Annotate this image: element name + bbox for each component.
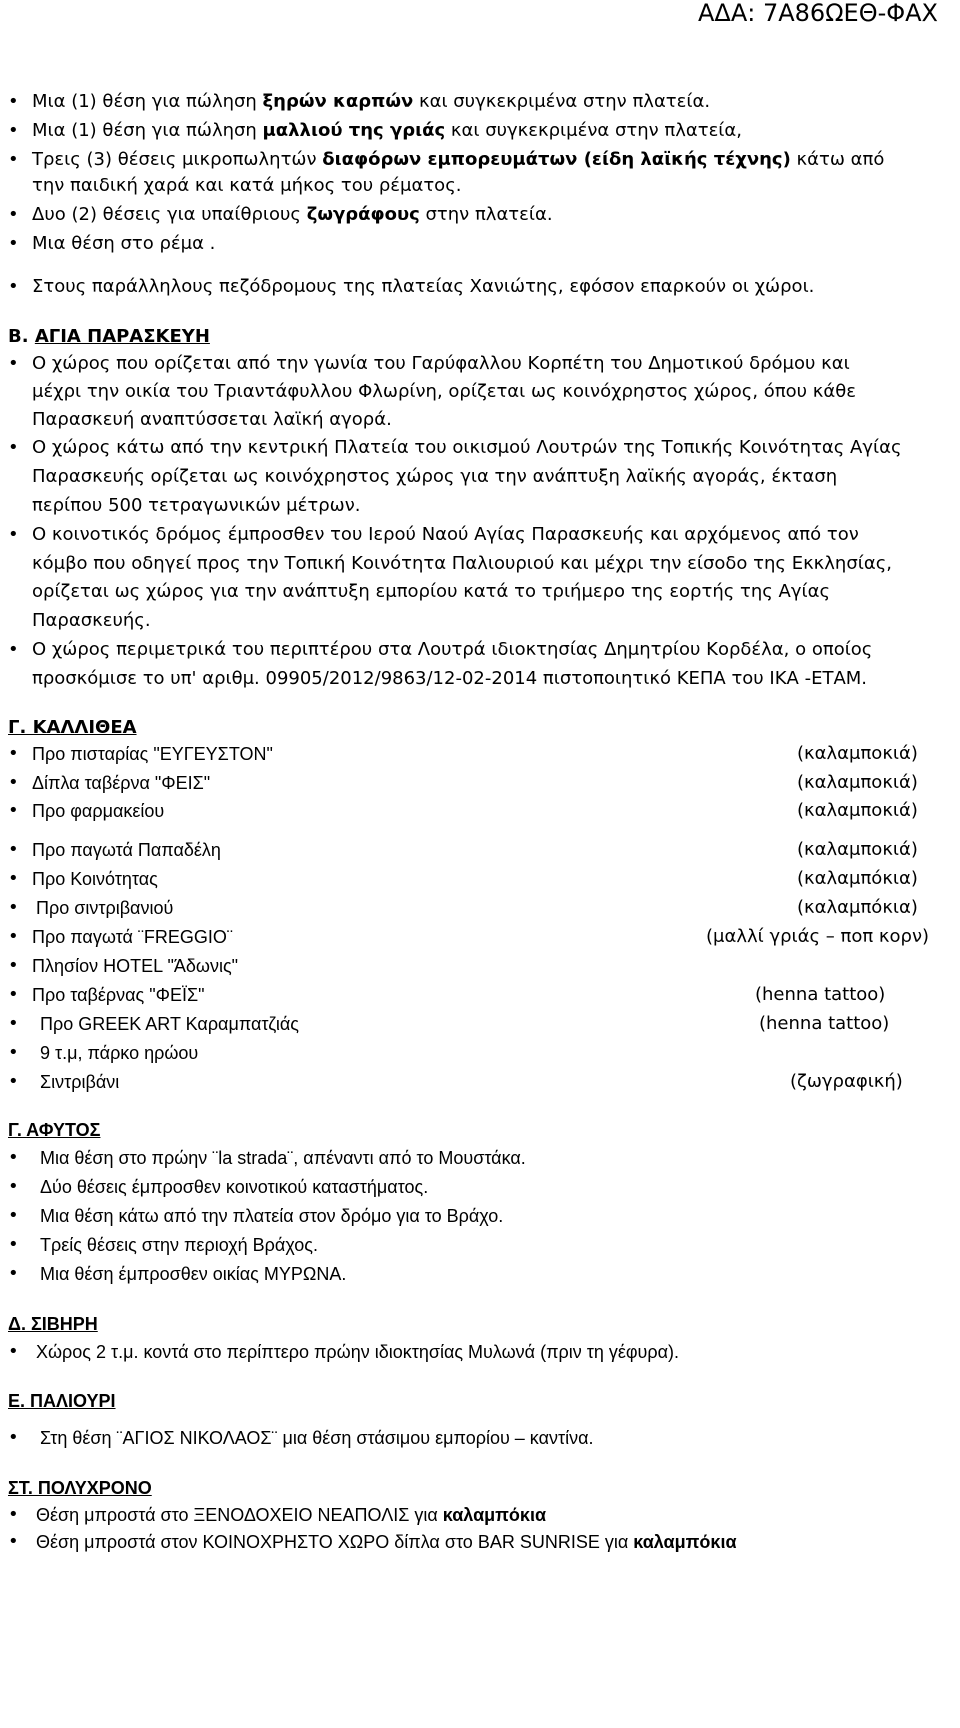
- list-item-label: Προ παγωτά ¨FREGGIO¨: [32, 927, 233, 947]
- bullet: •: [8, 1176, 19, 1197]
- paragraph-line: ορίζεται ως χώρος για την ανάπτυξη εμπορίου κατά το τριήμερο της εορτής της Αγίας: [32, 581, 831, 602]
- section-heading-agia-paraskevi: Β. ΑΓΙΑ ΠΑΡΑΣΚΕΥΗ: [8, 326, 210, 347]
- paragraph-line: Ο χώρος κάτω από την κεντρική Πλατεία του οικισμού Λουτρών της Τοπικής Κοινότητας Αγίας: [32, 437, 902, 458]
- section-heading-sivіri: Δ. ΣΙΒΗΡΗ: [8, 1314, 98, 1334]
- list-item-note: (καλαμποκιά): [797, 743, 918, 764]
- list-item-note: (καλαμποκιά): [797, 772, 918, 793]
- bullet: •: [8, 639, 19, 660]
- list-item-note: (μαλλί γριάς – ποπ κορν): [706, 926, 930, 947]
- paragraph-line: περίπου 500 τετραγωνικών μέτρων.: [32, 495, 361, 516]
- bullet: •: [8, 1263, 19, 1284]
- list-item: Μια (1) θέση για πώληση ξηρών καρπών και συγκεκριμένα στην πλατεία.: [32, 91, 711, 112]
- bullet: •: [8, 120, 19, 141]
- paragraph-line: προσκόμισε το υπ' αριθμ. 09905/2012/9863/12-02-2014 πιστοποιητικό ΚΕΠΑ του ΙΚΑ -ΕΤΑΜ.: [32, 668, 868, 689]
- bullet: •: [8, 1042, 19, 1063]
- section-heading-polychrono: ΣΤ. ΠΟΛΥΧΡΟΝΟ: [8, 1478, 152, 1498]
- section-heading-kallithea: Γ. ΚΑΛΛΙΘΕΑ: [8, 717, 137, 738]
- list-item: Στη θέση ¨ΑΓΙΟΣ ΝΙΚΟΛΑΟΣ¨ μια θέση στάσιμου εμπορίου – καντίνα.: [40, 1428, 594, 1448]
- paragraph-line: Ο κοινοτικός δρόμος έμπροσθεν του Ιερού Ναού Αγίας Παρασκευής και αρχόμενος από τον: [32, 524, 859, 545]
- bullet: •: [8, 984, 19, 1005]
- bullet: •: [8, 204, 19, 225]
- document-ada-code: ΑΔΑ: 7Α86ΩΕΘ-ΦΑΧ: [698, 0, 938, 27]
- section-heading-afytos: Γ. ΑΦΥΤΟΣ: [8, 1120, 101, 1140]
- list-item-note: (καλαμπόκια): [797, 868, 918, 889]
- bullet: •: [8, 839, 19, 860]
- list-item: Μια θέση στο πρώην ¨la strada¨, απέναντι από το Μουστάκα.: [40, 1148, 526, 1168]
- bullet: •: [8, 1341, 19, 1362]
- list-item: Τρεις (3) θέσεις μικροπωλητών διαφόρων εμπορευμάτων (είδη λαϊκής τέχνης) κάτω από: [32, 149, 885, 170]
- bullet: •: [8, 1234, 19, 1255]
- list-item-note: (καλαμποκιά): [797, 800, 918, 821]
- list-item-note: (καλαμποκιά): [797, 839, 918, 860]
- list-item-continuation: την παιδική χαρά και κατά μήκος του ρέματος.: [32, 175, 462, 196]
- list-item-label: 9 τ.μ, πάρκο ηρώου: [40, 1043, 199, 1063]
- list-item-note: (henna tattoo): [755, 984, 886, 1005]
- bullet: •: [8, 743, 19, 764]
- bullet: •: [8, 1504, 19, 1525]
- list-item-label: Δίπλα ταβέρνα "ΦΕΙΣ": [32, 773, 211, 793]
- list-item: Θέση μπροστά στον ΚΟΙΝΟΧΡΗΣΤΟ ΧΩΡΟ δίπλα στο BAR SUNRISE για καλαμπόκια: [36, 1532, 737, 1552]
- list-item-note: (καλαμπόκια): [797, 897, 918, 918]
- bullet: •: [8, 149, 19, 170]
- list-item: Μια (1) θέση για πώληση μαλλιού της γριάς και συγκεκριμένα στην πλατεία,: [32, 120, 742, 141]
- list-item: Στους παράλληλους πεζόδρομους της πλατείας Χανιώτης, εφόσον επαρκούν οι χώροι.: [32, 276, 815, 297]
- bullet: •: [8, 772, 19, 793]
- bullet: •: [8, 800, 19, 821]
- list-item-label: Προ GREEK ART Καραμπατζιάς: [40, 1014, 299, 1034]
- list-item-label: Πλησίον HOTEL "Άδωνις": [32, 956, 239, 976]
- paragraph-line: Παρασκευής ορίζεται ως κοινόχρηστος χώρος για την ανάπτυξη λαϊκής αγοράς, έκταση: [32, 466, 838, 487]
- paragraph-line: Ο χώρος περιμετρικά του περιπτέρου στα Λουτρά ιδιοκτησίας Δημητρίου Κορδέλα, ο οποίος: [32, 639, 873, 660]
- section-heading-paliouri: Ε. ΠΑΛΙΟΥΡΙ: [8, 1391, 116, 1411]
- paragraph-line: κόμβο που οδηγεί προς την Τοπική Κοινότητα Παλιουριού και μέχρι την είσοδο της Εκκλησίας,: [32, 553, 892, 574]
- list-item-note: (ζωγραφική): [790, 1071, 903, 1092]
- bullet: •: [8, 897, 19, 918]
- list-item: Μια θέση έμπροσθεν οικίας ΜΥΡΩΝΑ.: [40, 1264, 347, 1284]
- bullet: •: [8, 1427, 19, 1448]
- list-item: Θέση μπροστά στο ΞΕΝΟΔΟΧΕΙΟ ΝΕΑΠΟΛΙΣ για καλαμπόκια: [36, 1505, 547, 1525]
- list-item: Χώρος 2 τ.μ. κοντά στο περίπτερο πρώην ιδιοκτησίας Μυλωνά (πριν τη γέφυρα).: [36, 1342, 680, 1362]
- paragraph-line: Ο χώρος που ορίζεται από την γωνία του Γαρύφαλλου Κορπέτη του Δημοτικού δρόμου και: [32, 353, 850, 374]
- list-item-label: Προ Κοινότητας: [32, 869, 158, 889]
- list-item-label: Προ φαρμακείου: [32, 801, 165, 821]
- bullet: •: [8, 1147, 19, 1168]
- list-item: Μια θέση στο ρέμα .: [32, 233, 216, 254]
- list-item-label: Προ πισταρίας "ΕΥΓΕΥΣΤΟΝ": [32, 744, 273, 764]
- bullet: •: [8, 1013, 19, 1034]
- bullet: •: [8, 1071, 19, 1092]
- list-item-label: Προ σιντριβανιού: [36, 898, 174, 918]
- bullet: •: [8, 437, 19, 458]
- list-item: Μια θέση κάτω από την πλατεία στον δρόμο για το Βράχο.: [40, 1206, 504, 1226]
- paragraph-line: Παρασκευής.: [32, 610, 151, 631]
- list-item: Δυο (2) θέσεις για υπαίθριους ζωγράφους στην πλατεία.: [32, 204, 553, 225]
- paragraph-line: Παρασκευή αναπτύσσεται λαϊκή αγορά.: [32, 409, 392, 430]
- bullet: •: [8, 1531, 19, 1552]
- list-item-label: Προ ταβέρνας "ΦΕΪΣ": [32, 985, 205, 1005]
- list-item: Δύο θέσεις έμπροσθεν κοινοτικού καταστήματος.: [40, 1177, 429, 1197]
- bullet: •: [8, 524, 19, 545]
- bullet: •: [8, 1205, 19, 1226]
- bullet: •: [8, 276, 19, 297]
- bullet: •: [8, 926, 19, 947]
- bullet: •: [8, 955, 19, 976]
- list-item: Τρείς θέσεις στην περιοχή Βράχος.: [40, 1235, 318, 1255]
- list-item-label: Προ παγωτά Παπαδέλη: [32, 840, 221, 860]
- bullet: •: [8, 91, 19, 112]
- bullet: •: [8, 233, 19, 254]
- list-item-label: Σιντριβάνι: [40, 1072, 120, 1092]
- bullet: •: [8, 353, 19, 374]
- paragraph-line: μέχρι την οικία του Τριαντάφυλλου Φλωρίνη, ορίζεται ως κοινόχρηστος χώρος, όπου κάθε: [32, 381, 857, 402]
- list-item-note: (henna tattoo): [759, 1013, 890, 1034]
- bullet: •: [8, 868, 19, 889]
